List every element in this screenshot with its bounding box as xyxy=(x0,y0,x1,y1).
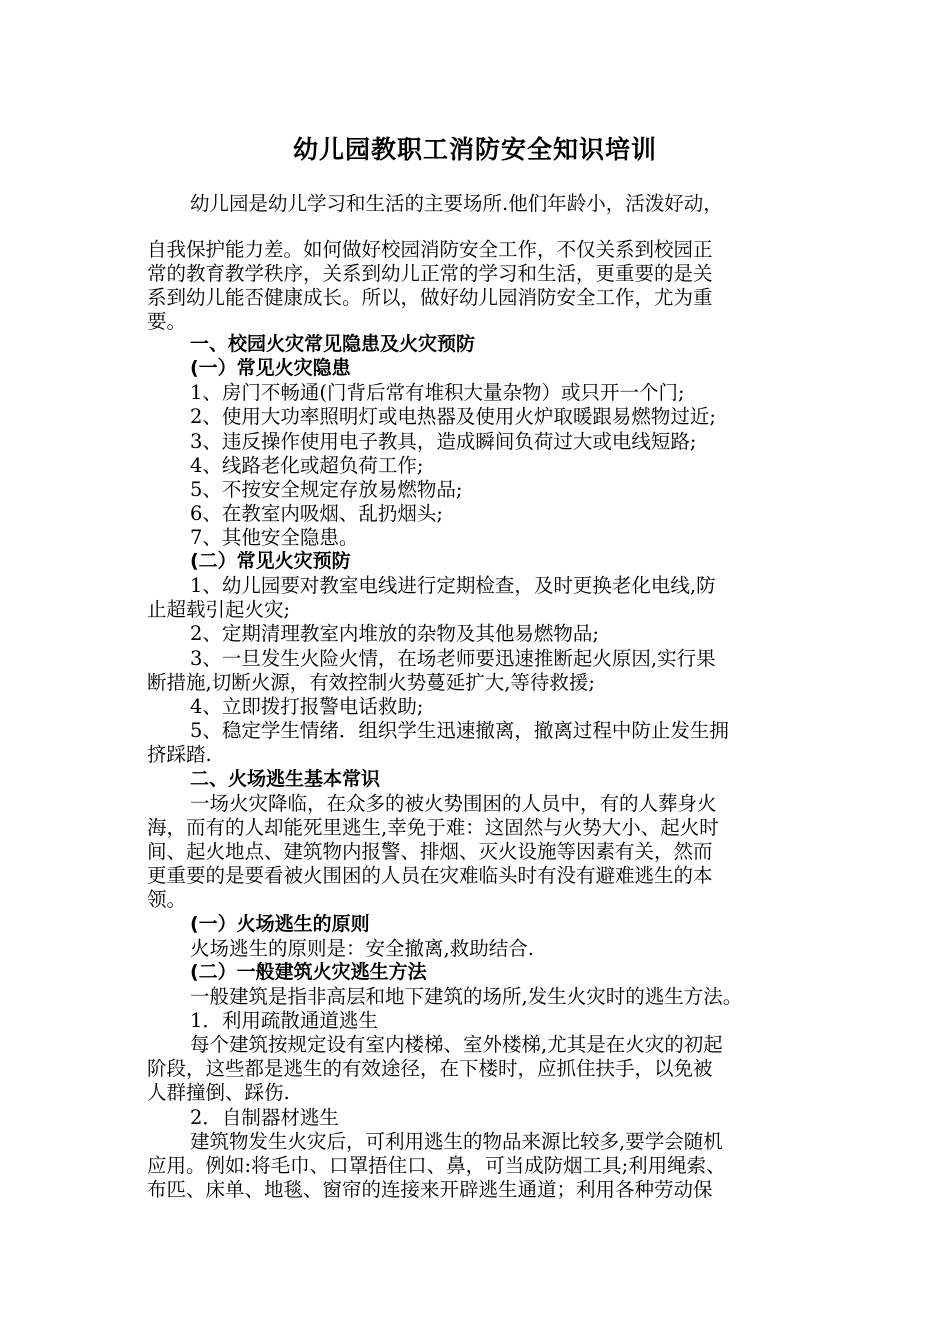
section-heading: 二、火场逃生基本常识 xyxy=(190,768,381,790)
text-line: 2、定期清理教室内堆放的杂物及其他易燃物品; xyxy=(190,622,599,645)
text-line: 更重要的是要看被火围困的人员在灾难临头时有没有避难逃生的本 xyxy=(147,864,713,887)
text-line: 自我保护能力差。如何做好校园消防安全工作，不仅关系到校园正 xyxy=(147,238,713,261)
text-line: 人群撞倒、踩伤. xyxy=(147,1081,290,1104)
text-line: 1、幼儿园要对教室电线进行定期检查，及时更换老化电线,防 xyxy=(190,574,716,597)
document-title: 幼儿园教职工消防安全知识培训 xyxy=(292,135,657,164)
text-line: 7、其他安全隐患。 xyxy=(190,526,359,549)
text-line: 布匹、床单、地毯、窗帘的连接来开辟逃生通道；利用各种劳动保 xyxy=(147,1178,713,1201)
text-line: 止超载引起火灾; xyxy=(147,598,291,621)
text-line: 断措施,切断火源，有效控制火势蔓延扩大,等待救援; xyxy=(147,671,595,694)
text-line: 3、一旦发生火险火情，在场老师要迅速推断起火原因,实行果 xyxy=(190,647,716,670)
text-line: 系到幼儿能否健康成长。所以，做好幼儿园消防安全工作，尤为重 xyxy=(147,286,713,309)
text-line: 领。 xyxy=(147,888,187,911)
text-line: 一场火灾降临，在众多的被火势围困的人员中，有的人葬身火 xyxy=(190,792,717,815)
text-line: 幼儿园是幼儿学习和生活的主要场所.他们年龄小，活泼好动， xyxy=(190,192,723,215)
section-heading: 一、校园火灾常见隐患及火灾预防 xyxy=(190,333,476,355)
text-line: 4、线路老化或超负荷工作; xyxy=(190,454,424,477)
section-heading: (一）常见火灾隐患 xyxy=(190,357,351,379)
text-line: 6、在教室内吸烟、乱扔烟头; xyxy=(190,502,443,525)
text-line: 每个建筑按规定设有室内楼梯、室外楼梯,尤其是在火灾的初起 xyxy=(190,1033,723,1056)
text-line: 建筑物发生火灾后，可利用逃生的物品来源比较多,要学会随机 xyxy=(190,1130,723,1153)
text-line: 5、不按安全规定存放易燃物品; xyxy=(190,478,463,501)
text-line: 3、违反操作使用电子教具，造成瞬间负荷过大或电线短路; xyxy=(190,430,697,453)
text-line: 要。 xyxy=(147,310,187,333)
text-line: 4、立即拨打报警电话救助; xyxy=(190,695,424,718)
text-line: 间、起火地点、建筑物内报警、排烟、灭火设施等因素有关，然而 xyxy=(147,840,713,863)
text-line: 1、房门不畅通(门背后常有堆积大量杂物）或只开一个门; xyxy=(190,381,685,404)
text-line: 海，而有的人却能死里逃生,幸免于难：这固然与火势大小、起火时 xyxy=(147,816,719,839)
text-line: 1．利用疏散通道逃生 xyxy=(190,1009,378,1032)
text-line: 应用。例如:将毛巾、口罩捂住口、鼻，可当成防烟工具;利用绳索、 xyxy=(147,1154,726,1177)
section-heading: (二）一般建筑火灾逃生方法 xyxy=(190,961,427,983)
text-line: 阶段，这些都是逃生的有效途径，在下楼时，应抓住扶手，以免被 xyxy=(147,1057,713,1080)
text-line: 常的教育教学秩序，关系到幼儿正常的学习和生活，更重要的是关 xyxy=(147,262,713,285)
text-line: 挤踩踏. xyxy=(147,743,212,766)
text-line: 2．自制器材逃生 xyxy=(190,1106,339,1129)
section-heading: (一）火场逃生的原则 xyxy=(190,913,370,935)
text-line: 火场逃生的原则是：安全撤离,救助结合. xyxy=(190,937,534,960)
section-heading: (二）常见火灾预防 xyxy=(190,550,351,572)
text-line: 5、稳定学生情绪．组织学生迅速撤离，撤离过程中防止发生拥 xyxy=(190,719,729,742)
text-line: 2、使用大功率照明灯或电热器及使用火炉取暖跟易燃物过近; xyxy=(190,405,716,428)
text-line: 一般建筑是指非高层和地下建筑的场所,发生火灾时的逃生方法。 xyxy=(190,985,743,1008)
